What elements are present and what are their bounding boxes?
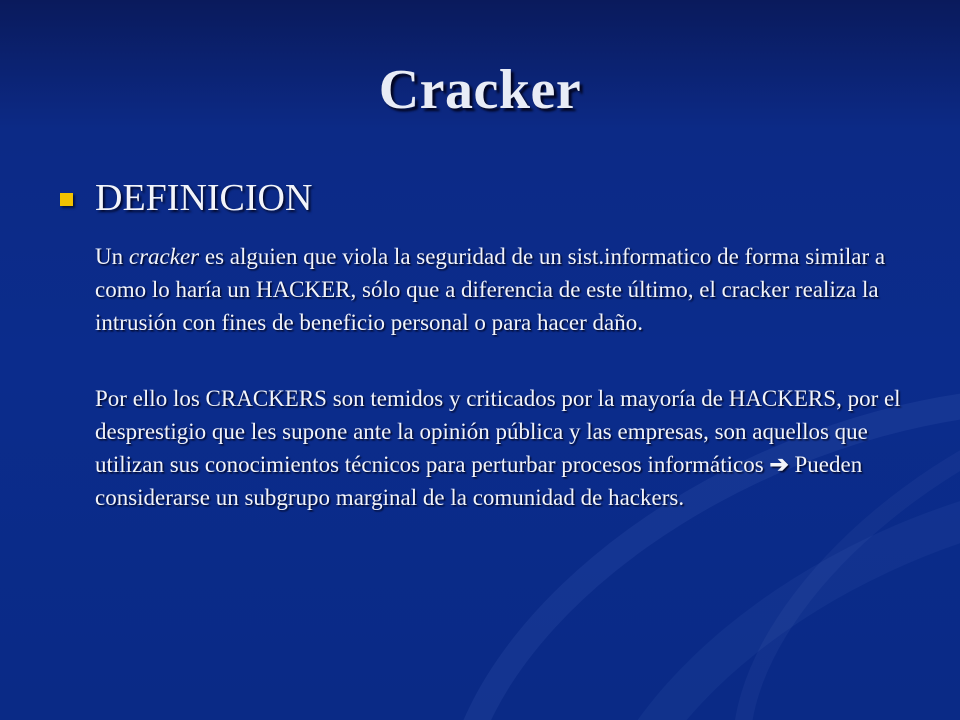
- square-bullet-icon: [60, 193, 73, 206]
- paragraph-text: Pueden considerarse un subgrupo marginal de la comunidad de hackers.: [95, 452, 863, 510]
- definition-paragraph: [95, 240, 915, 339]
- right-arrow-icon: ➔: [769, 452, 789, 477]
- explanation-paragraph: [95, 382, 915, 514]
- slide-title: Cracker: [378, 59, 582, 121]
- emphasized-term: cracker: [128, 244, 200, 269]
- paragraph-text: Un: [95, 244, 129, 269]
- paragraph-text: es alguien que viola la seguridad de un sist.informatico de forma similar a como lo haría un HACKER, sólo que a diferencia de este último, el cracker realiza la intrusión con fines de beneficio personal o para hacer daño.: [95, 244, 886, 335]
- paragraph-text: Por ello los CRACKERS son temidos y criticados por la mayoría de HACKERS, por el desprestigio que les supone ante la opinión pública y las empresas, son aquellos que utilizan sus conocimientos técnicos para perturbar procesos informáticos: [95, 386, 901, 477]
- bullet-item: [60, 176, 312, 220]
- bullet-label: DEFINICION: [95, 177, 313, 219]
